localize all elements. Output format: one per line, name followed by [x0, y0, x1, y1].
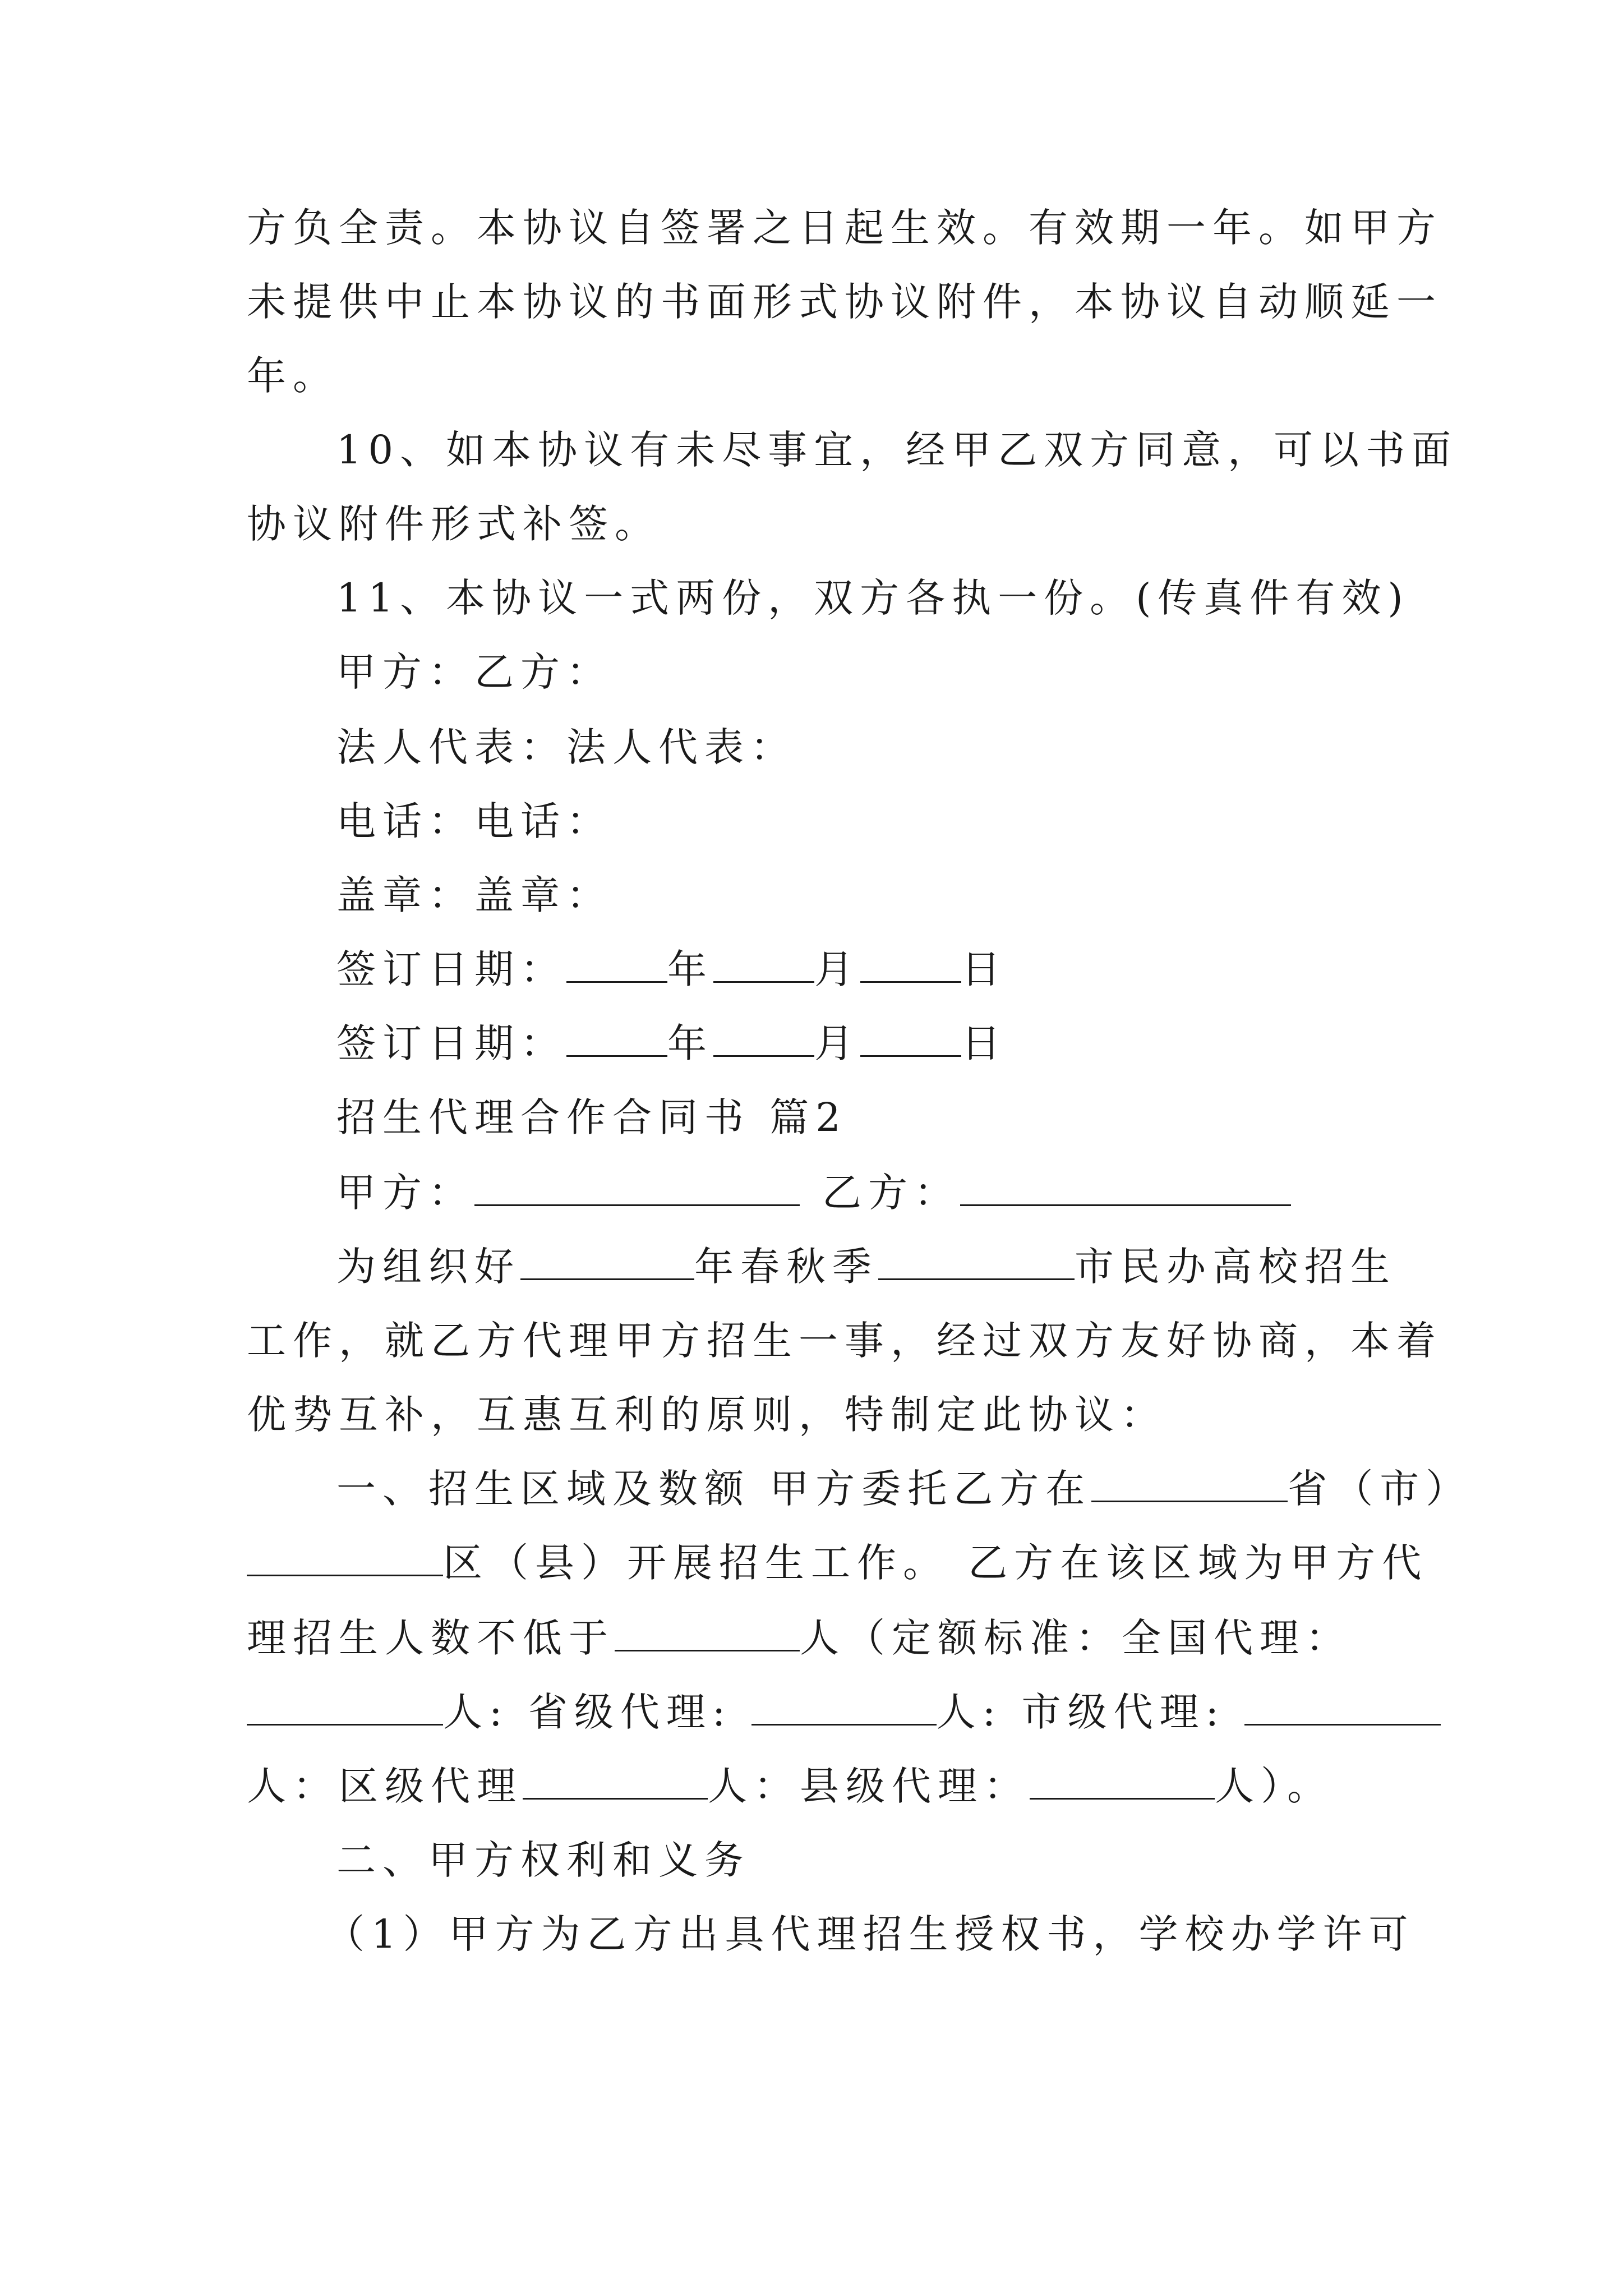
city-blank: [878, 1244, 1075, 1280]
signing-date-line-1: [336, 941, 1007, 997]
clause1-text-a: 一、招生区域及数额 甲方委托乙方在: [336, 1466, 1092, 1512]
party-line: [336, 1165, 1291, 1221]
signing-date-label: 签订日期：: [336, 946, 566, 992]
clause-10-cont: 协议附件形式补签。: [247, 501, 661, 547]
clause1-text-c: 区（县）开展招生工作。 乙方在该区域为甲方代: [443, 1540, 1428, 1586]
quota-blank: [615, 1615, 800, 1651]
provincial-quota-blank: [751, 1689, 937, 1726]
para1-text-a: 为组织好: [336, 1244, 520, 1290]
district-blank: [247, 1540, 443, 1576]
clause1-text-j: 人）。: [1215, 1763, 1333, 1809]
clause1-line2: [247, 1535, 1428, 1591]
day-blank: [860, 946, 961, 983]
clause1-text-e: 人（定额标准：全国代理：: [800, 1615, 1352, 1661]
clause1-line4: [247, 1684, 1441, 1740]
year-blank: [566, 1020, 667, 1057]
para1-line2: 工作，就乙方代理甲方招生一事，经过双方友好协商，本着: [247, 1318, 1442, 1364]
clause1-text-g: 人: 市级代理:: [936, 1689, 1245, 1735]
para1-line3: 优势互补，互惠互利的原则，特制定此协议：: [247, 1392, 1166, 1438]
day-label: 日: [961, 1020, 1007, 1066]
city-quota-blank: [1244, 1689, 1441, 1726]
para1-text-c: 市民办高校招生: [1075, 1244, 1396, 1290]
year-label: 年: [667, 1020, 713, 1066]
signature-party-line: 甲方：乙方：: [336, 649, 612, 695]
district-quota-blank: [523, 1763, 708, 1800]
clause1-line5: [247, 1758, 1333, 1814]
party-a-label: 甲方：: [336, 1170, 474, 1216]
year-blank: [566, 946, 667, 983]
year-label: 年: [667, 946, 713, 992]
clause1-line3: [247, 1610, 1352, 1666]
day-blank: [860, 1020, 961, 1057]
clause2-title: 二、甲方权利和义务: [336, 1837, 750, 1883]
text-line-3: 年。: [247, 353, 339, 399]
section-title: 招生代理合作合同书 篇2: [336, 1094, 847, 1140]
clause1-line1: [336, 1461, 1472, 1517]
signing-date-label: 签订日期：: [336, 1020, 566, 1066]
year-blank: [520, 1244, 694, 1280]
national-quota-blank: [247, 1689, 443, 1726]
text-line-1: 方负全责。本协议自签署之日起生效。有效期一年。如甲方: [247, 205, 1442, 251]
clause2-item1: （1）甲方为乙方出具代理招生授权书，学校办学许可: [325, 1911, 1415, 1957]
signing-date-line-2: [336, 1015, 1007, 1071]
party-b-label: 乙方：: [822, 1170, 960, 1216]
month-label: 月: [814, 1020, 860, 1066]
signature-phone-line: 电话：电话：: [336, 798, 612, 844]
para1-text-b: 年春秋季: [694, 1244, 878, 1290]
clause1-text-b: 省（市）: [1288, 1466, 1472, 1512]
party-a-blank: [474, 1170, 800, 1206]
county-quota-blank: [1030, 1763, 1215, 1800]
para1-line1: [336, 1239, 1396, 1295]
clause1-text-d: 理招生人数不低于: [247, 1615, 615, 1661]
month-blank: [713, 1020, 814, 1057]
month-label: 月: [814, 946, 860, 992]
clause1-text-i: 人：县级代理：: [708, 1763, 1030, 1809]
month-blank: [713, 946, 814, 983]
clause1-text-f: 人: 省级代理:: [443, 1689, 751, 1735]
province-blank: [1091, 1466, 1288, 1502]
clause-11: 11、本协议一式两份，双方各执一份。(传真件有效): [336, 575, 1410, 621]
text-line-2: 未提供中止本协议的书面形式协议附件，本协议自动顺延一: [247, 279, 1442, 325]
party-b-blank: [960, 1170, 1291, 1206]
signature-seal-line: 盖章：盖章：: [336, 872, 612, 918]
day-label: 日: [961, 946, 1007, 992]
signature-legal-rep-line: 法人代表：法人代表：: [336, 724, 796, 770]
clause-10: 10、如本协议有未尽事宜，经甲乙双方同意，可以书面: [336, 427, 1458, 473]
clause1-text-h: 人：区级代理: [247, 1763, 523, 1809]
